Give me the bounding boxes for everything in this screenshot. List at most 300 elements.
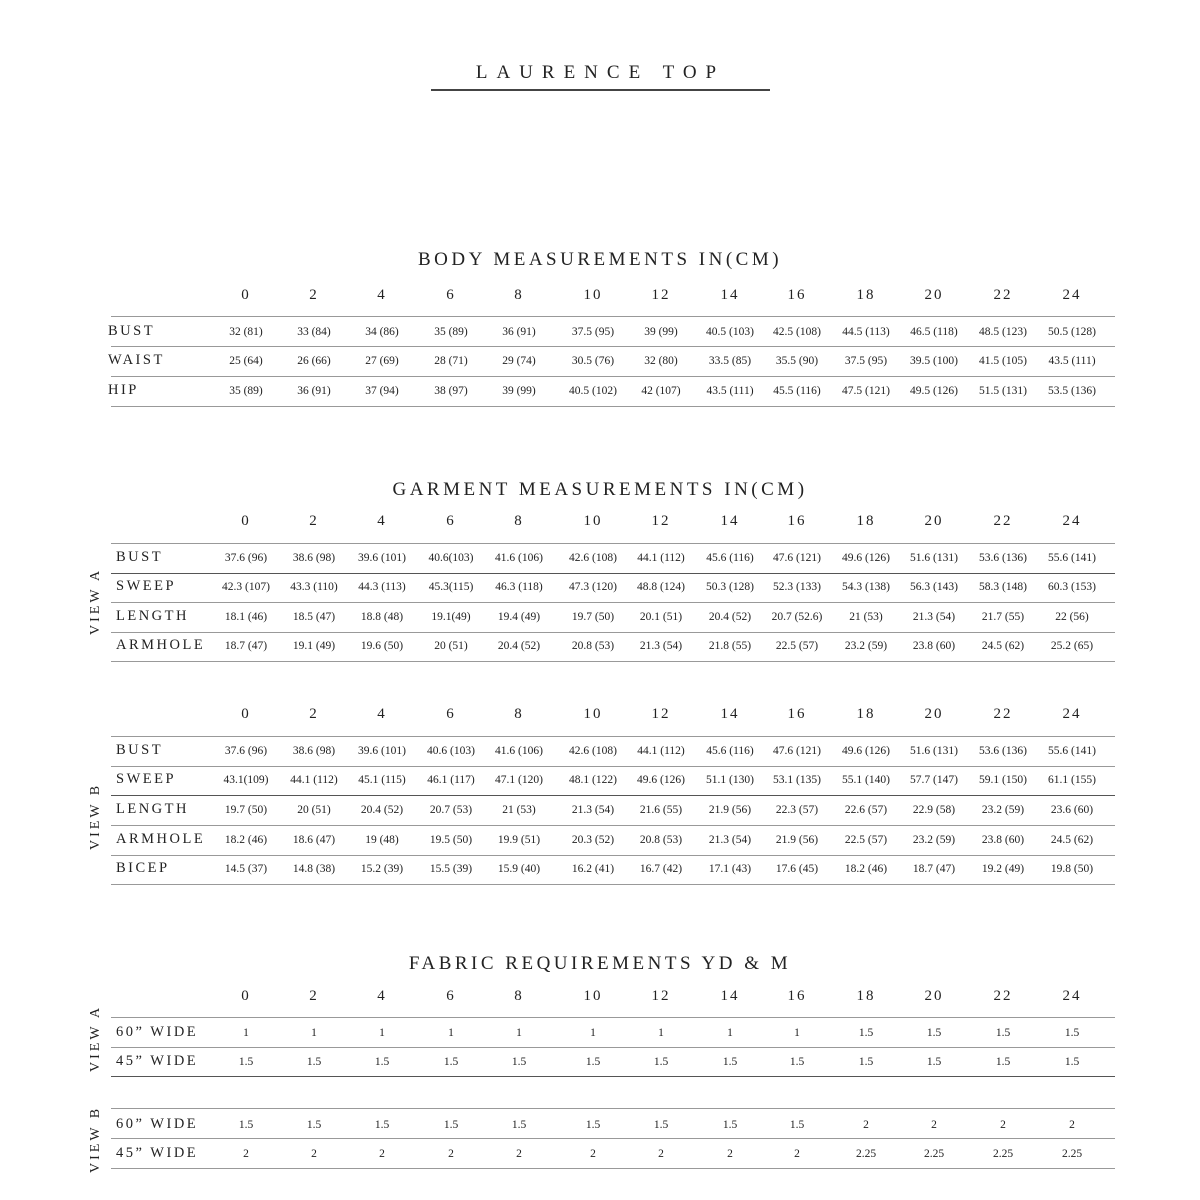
table-cell: 1.5 bbox=[511, 1119, 527, 1131]
table-cell: 42.6 (108) bbox=[569, 745, 617, 757]
table-cell: 47.3 (120) bbox=[569, 581, 617, 593]
table-cell: 37.6 (96) bbox=[224, 745, 268, 757]
row-divider bbox=[111, 543, 1115, 544]
row-divider bbox=[111, 316, 1115, 317]
table-cell: 1.5 bbox=[926, 1027, 942, 1039]
row-label: BUST bbox=[116, 742, 164, 758]
table-cell: 51.6 (131) bbox=[910, 552, 958, 564]
table-cell: 29 (74) bbox=[502, 355, 536, 367]
size-column-header: 2 bbox=[309, 988, 319, 1004]
table-cell: 20.4 (52) bbox=[497, 640, 541, 652]
table-cell: 1 bbox=[243, 1027, 249, 1039]
table-cell: 1.5 bbox=[653, 1056, 669, 1068]
table-cell: 18.7 (47) bbox=[912, 863, 956, 875]
table-cell: 2 bbox=[243, 1148, 249, 1160]
table-cell: 18.1 (46) bbox=[224, 611, 268, 623]
table-cell: 19.2 (49) bbox=[981, 863, 1025, 875]
title-underline bbox=[431, 89, 770, 91]
table-cell: 2 bbox=[590, 1148, 596, 1160]
table-cell: 18.2 (46) bbox=[844, 863, 888, 875]
row-label: WAIST bbox=[108, 352, 165, 368]
table-cell: 48.8 (124) bbox=[637, 581, 685, 593]
table-cell: 37.6 (96) bbox=[224, 552, 268, 564]
table-cell: 27 (69) bbox=[365, 355, 399, 367]
table-cell: 20.7 (53) bbox=[429, 804, 473, 816]
table-cell: 55.6 (141) bbox=[1048, 745, 1096, 757]
table-cell: 1.5 bbox=[995, 1056, 1011, 1068]
size-column-header: 22 bbox=[993, 513, 1013, 529]
table-cell: 21.3 (54) bbox=[912, 611, 956, 623]
table-cell: 41.5 (105) bbox=[979, 355, 1027, 367]
table-cell: 14.8 (38) bbox=[292, 863, 336, 875]
size-column-header: 16 bbox=[787, 988, 807, 1004]
table-cell: 44.1 (112) bbox=[637, 745, 685, 757]
table-cell: 54.3 (138) bbox=[842, 581, 890, 593]
table-cell: 1.5 bbox=[858, 1027, 874, 1039]
table-cell: 1.5 bbox=[306, 1056, 322, 1068]
table-cell: 23.8 (60) bbox=[912, 640, 956, 652]
table-cell: 30.5 (76) bbox=[571, 355, 615, 367]
table-cell: 2 bbox=[794, 1148, 800, 1160]
table-cell: 43.5 (111) bbox=[706, 385, 754, 397]
table-cell: 53.6 (136) bbox=[979, 745, 1027, 757]
garment-a-size-header bbox=[0, 513, 1200, 533]
table-cell: 45.3(115) bbox=[428, 581, 474, 593]
size-column-header: 22 bbox=[993, 287, 1013, 303]
row-label: 45” WIDE bbox=[116, 1145, 199, 1161]
table-cell: 60.3 (153) bbox=[1048, 581, 1096, 593]
size-column-header: 10 bbox=[583, 513, 603, 529]
table-cell: 51.6 (131) bbox=[910, 745, 958, 757]
row-divider bbox=[111, 736, 1115, 737]
table-cell: 32 (81) bbox=[229, 326, 263, 338]
table-cell: 42 (107) bbox=[641, 385, 681, 397]
size-column-header: 16 bbox=[787, 706, 807, 722]
table-cell: 47.6 (121) bbox=[773, 552, 821, 564]
size-column-header: 4 bbox=[377, 706, 387, 722]
table-cell: 15.9 (40) bbox=[497, 863, 541, 875]
row-divider bbox=[111, 1076, 1115, 1077]
table-cell: 22.3 (57) bbox=[775, 804, 819, 816]
size-column-header: 8 bbox=[514, 706, 524, 722]
row-label: 60” WIDE bbox=[116, 1024, 199, 1040]
row-label: LENGTH bbox=[116, 608, 189, 624]
size-column-header: 18 bbox=[856, 706, 876, 722]
size-column-header: 14 bbox=[720, 513, 740, 529]
table-cell: 2 bbox=[1000, 1119, 1006, 1131]
size-column-header: 0 bbox=[241, 513, 251, 529]
table-cell: 15.2 (39) bbox=[360, 863, 404, 875]
table-cell: 19.1(49) bbox=[431, 611, 471, 623]
table-cell: 21 (53) bbox=[849, 611, 883, 623]
table-cell: 25.2 (65) bbox=[1050, 640, 1094, 652]
table-cell: 38.6 (98) bbox=[292, 745, 336, 757]
table-cell: 19.9 (51) bbox=[497, 834, 541, 846]
table-cell: 21.3 (54) bbox=[571, 804, 615, 816]
row-label: 60” WIDE bbox=[116, 1116, 199, 1132]
table-cell: 21.6 (55) bbox=[639, 804, 683, 816]
table-cell: 21.9 (56) bbox=[775, 834, 819, 846]
table-cell: 19.7 (50) bbox=[224, 804, 268, 816]
table-cell: 2 bbox=[658, 1148, 664, 1160]
table-cell: 1 bbox=[379, 1027, 385, 1039]
size-column-header: 18 bbox=[856, 513, 876, 529]
row-label: SWEEP bbox=[116, 578, 177, 594]
table-cell: 38 (97) bbox=[434, 385, 468, 397]
size-column-header: 22 bbox=[993, 988, 1013, 1004]
table-cell: 35 (89) bbox=[434, 326, 468, 338]
table-cell: 41.6 (106) bbox=[495, 745, 543, 757]
table-cell: 55.1 (140) bbox=[842, 774, 890, 786]
size-column-header: 8 bbox=[514, 988, 524, 1004]
table-cell: 43.1(109) bbox=[223, 774, 269, 786]
table-cell: 18.2 (46) bbox=[224, 834, 268, 846]
table-cell: 22.9 (58) bbox=[912, 804, 956, 816]
size-column-header: 24 bbox=[1062, 706, 1082, 722]
size-column-header: 22 bbox=[993, 706, 1013, 722]
size-column-header: 24 bbox=[1062, 287, 1082, 303]
table-cell: 1 bbox=[658, 1027, 664, 1039]
table-cell: 20.8 (53) bbox=[639, 834, 683, 846]
size-column-header: 18 bbox=[856, 988, 876, 1004]
table-cell: 1.5 bbox=[585, 1056, 601, 1068]
table-cell: 2 bbox=[379, 1148, 385, 1160]
row-divider bbox=[111, 376, 1115, 377]
row-divider bbox=[111, 346, 1115, 347]
table-cell: 1 bbox=[448, 1027, 454, 1039]
size-column-header: 12 bbox=[651, 706, 671, 722]
table-cell: 19.6 (50) bbox=[360, 640, 404, 652]
table-cell: 53.6 (136) bbox=[979, 552, 1027, 564]
table-cell: 1 bbox=[590, 1027, 596, 1039]
table-cell: 39 (99) bbox=[644, 326, 678, 338]
table-cell: 34 (86) bbox=[365, 326, 399, 338]
table-cell: 49.6 (126) bbox=[637, 774, 685, 786]
fabric-size-header bbox=[0, 988, 1200, 1008]
size-column-header: 12 bbox=[651, 287, 671, 303]
row-label: BUST bbox=[108, 323, 156, 339]
size-column-header: 10 bbox=[583, 706, 603, 722]
table-cell: 53.5 (136) bbox=[1048, 385, 1096, 397]
table-cell: 36 (91) bbox=[297, 385, 331, 397]
table-cell: 18.5 (47) bbox=[292, 611, 336, 623]
table-cell: 22.5 (57) bbox=[775, 640, 819, 652]
table-cell: 1 bbox=[727, 1027, 733, 1039]
table-cell: 39 (99) bbox=[502, 385, 536, 397]
table-cell: 1.5 bbox=[238, 1056, 254, 1068]
size-column-header: 6 bbox=[446, 513, 456, 529]
table-cell: 56.3 (143) bbox=[910, 581, 958, 593]
table-cell: 24.5 (62) bbox=[1050, 834, 1094, 846]
table-cell: 43.5 (111) bbox=[1048, 355, 1096, 367]
row-divider bbox=[111, 884, 1115, 885]
table-cell: 21.3 (54) bbox=[708, 834, 752, 846]
table-cell: 1.5 bbox=[653, 1119, 669, 1131]
table-cell: 25 (64) bbox=[229, 355, 263, 367]
table-cell: 50.5 (128) bbox=[1048, 326, 1096, 338]
table-cell: 51.5 (131) bbox=[979, 385, 1027, 397]
row-divider bbox=[111, 1047, 1115, 1048]
row-divider bbox=[111, 661, 1115, 662]
table-cell: 45.1 (115) bbox=[358, 774, 406, 786]
row-label: SWEEP bbox=[116, 771, 177, 787]
table-cell: 23.2 (59) bbox=[844, 640, 888, 652]
table-cell: 2 bbox=[727, 1148, 733, 1160]
table-cell: 1 bbox=[794, 1027, 800, 1039]
table-cell: 1 bbox=[516, 1027, 522, 1039]
table-cell: 1.5 bbox=[443, 1056, 459, 1068]
table-cell: 42.5 (108) bbox=[773, 326, 821, 338]
table-cell: 58.3 (148) bbox=[979, 581, 1027, 593]
size-column-header: 10 bbox=[583, 287, 603, 303]
row-divider bbox=[111, 825, 1115, 826]
table-cell: 20.1 (51) bbox=[639, 611, 683, 623]
table-cell: 2 bbox=[516, 1148, 522, 1160]
size-column-header: 0 bbox=[241, 706, 251, 722]
table-cell: 17.1 (43) bbox=[708, 863, 752, 875]
table-cell: 1.5 bbox=[443, 1119, 459, 1131]
table-cell: 48.1 (122) bbox=[569, 774, 617, 786]
table-cell: 15.5 (39) bbox=[429, 863, 473, 875]
table-cell: 1.5 bbox=[995, 1027, 1011, 1039]
size-column-header: 16 bbox=[787, 287, 807, 303]
row-label: LENGTH bbox=[116, 801, 189, 817]
table-cell: 18.6 (47) bbox=[292, 834, 336, 846]
size-column-header: 4 bbox=[377, 988, 387, 1004]
table-cell: 2.25 bbox=[1061, 1148, 1083, 1160]
row-divider bbox=[111, 573, 1115, 574]
table-cell: 2 bbox=[1069, 1119, 1075, 1131]
table-cell: 21.8 (55) bbox=[708, 640, 752, 652]
table-cell: 24.5 (62) bbox=[981, 640, 1025, 652]
table-cell: 1 bbox=[311, 1027, 317, 1039]
table-cell: 39.6 (101) bbox=[358, 552, 406, 564]
size-column-header: 20 bbox=[924, 513, 944, 529]
table-cell: 16.7 (42) bbox=[639, 863, 683, 875]
size-column-header: 12 bbox=[651, 988, 671, 1004]
row-label: BICEP bbox=[116, 860, 170, 876]
table-cell: 19.4 (49) bbox=[497, 611, 541, 623]
table-cell: 2.25 bbox=[992, 1148, 1014, 1160]
table-cell: 19.8 (50) bbox=[1050, 863, 1094, 875]
table-cell: 1.5 bbox=[1064, 1027, 1080, 1039]
size-column-header: 6 bbox=[446, 706, 456, 722]
size-column-header: 8 bbox=[514, 513, 524, 529]
table-cell: 55.6 (141) bbox=[1048, 552, 1096, 564]
size-column-header: 6 bbox=[446, 287, 456, 303]
table-cell: 17.6 (45) bbox=[775, 863, 819, 875]
table-cell: 1.5 bbox=[585, 1119, 601, 1131]
size-column-header: 6 bbox=[446, 988, 456, 1004]
table-cell: 44.5 (113) bbox=[842, 326, 890, 338]
table-cell: 32 (80) bbox=[644, 355, 678, 367]
table-cell: 23.8 (60) bbox=[981, 834, 1025, 846]
table-cell: 21.9 (56) bbox=[708, 804, 752, 816]
table-cell: 16.2 (41) bbox=[571, 863, 615, 875]
table-cell: 22 (56) bbox=[1055, 611, 1089, 623]
row-divider bbox=[111, 766, 1115, 767]
table-cell: 50.3 (128) bbox=[706, 581, 754, 593]
table-cell: 2 bbox=[931, 1119, 937, 1131]
table-cell: 39.6 (101) bbox=[358, 745, 406, 757]
table-cell: 20 (51) bbox=[434, 640, 468, 652]
table-cell: 26 (66) bbox=[297, 355, 331, 367]
table-cell: 21.3 (54) bbox=[639, 640, 683, 652]
size-column-header: 24 bbox=[1062, 988, 1082, 1004]
garment-measurements-heading: GARMENT MEASUREMENTS IN(CM) bbox=[392, 479, 808, 500]
table-cell: 46.5 (118) bbox=[910, 326, 958, 338]
table-cell: 1.5 bbox=[374, 1119, 390, 1131]
table-cell: 40.5 (103) bbox=[706, 326, 754, 338]
table-cell: 2.25 bbox=[855, 1148, 877, 1160]
row-label: ARMHOLE bbox=[116, 831, 206, 847]
row-label: HIP bbox=[108, 382, 139, 398]
size-column-header: 16 bbox=[787, 513, 807, 529]
table-cell: 20.7 (52.6) bbox=[771, 611, 823, 623]
body-measurements-heading: BODY MEASUREMENTS IN(CM) bbox=[417, 249, 783, 270]
size-column-header: 2 bbox=[309, 513, 319, 529]
row-divider bbox=[111, 406, 1115, 407]
table-cell: 61.1 (155) bbox=[1048, 774, 1096, 786]
table-cell: 1.5 bbox=[1064, 1056, 1080, 1068]
table-cell: 45.5 (116) bbox=[773, 385, 821, 397]
row-divider bbox=[111, 855, 1115, 856]
view-label: VIEW A bbox=[88, 1004, 103, 1072]
size-column-header: 20 bbox=[924, 988, 944, 1004]
row-label: ARMHOLE bbox=[116, 637, 206, 653]
table-cell: 37 (94) bbox=[365, 385, 399, 397]
table-cell: 45.6 (116) bbox=[706, 745, 754, 757]
size-column-header: 14 bbox=[720, 287, 740, 303]
row-divider bbox=[111, 602, 1115, 603]
table-cell: 49.6 (126) bbox=[842, 745, 890, 757]
size-column-header: 2 bbox=[309, 287, 319, 303]
size-column-header: 12 bbox=[651, 513, 671, 529]
table-cell: 53.1 (135) bbox=[773, 774, 821, 786]
table-cell: 33 (84) bbox=[297, 326, 331, 338]
table-cell: 41.6 (106) bbox=[495, 552, 543, 564]
page-title: LAURENCE TOP bbox=[475, 62, 726, 83]
table-cell: 23.6 (60) bbox=[1050, 804, 1094, 816]
size-column-header: 14 bbox=[720, 706, 740, 722]
size-column-header: 20 bbox=[924, 287, 944, 303]
table-cell: 1.5 bbox=[858, 1056, 874, 1068]
view-label: VIEW B bbox=[88, 782, 103, 850]
table-cell: 1.5 bbox=[722, 1056, 738, 1068]
table-cell: 42.6 (108) bbox=[569, 552, 617, 564]
size-column-header: 4 bbox=[377, 287, 387, 303]
table-cell: 33.5 (85) bbox=[708, 355, 752, 367]
size-column-header: 14 bbox=[720, 988, 740, 1004]
table-cell: 46.3 (118) bbox=[495, 581, 543, 593]
table-cell: 40.6 (103) bbox=[427, 745, 475, 757]
table-cell: 21.7 (55) bbox=[981, 611, 1025, 623]
table-cell: 1.5 bbox=[722, 1119, 738, 1131]
table-cell: 43.3 (110) bbox=[290, 581, 338, 593]
row-divider bbox=[111, 1017, 1115, 1018]
table-cell: 19.7 (50) bbox=[571, 611, 615, 623]
table-cell: 1.5 bbox=[238, 1119, 254, 1131]
row-divider bbox=[111, 1138, 1115, 1139]
table-cell: 47.5 (121) bbox=[842, 385, 890, 397]
table-cell: 57.7 (147) bbox=[910, 774, 958, 786]
row-divider bbox=[111, 1168, 1115, 1169]
table-cell: 19.5 (50) bbox=[429, 834, 473, 846]
table-cell: 21 (53) bbox=[502, 804, 536, 816]
table-cell: 28 (71) bbox=[434, 355, 468, 367]
table-cell: 14.5 (37) bbox=[224, 863, 268, 875]
table-cell: 22.5 (57) bbox=[844, 834, 888, 846]
row-divider bbox=[111, 795, 1115, 796]
table-cell: 35.5 (90) bbox=[775, 355, 819, 367]
table-cell: 2 bbox=[863, 1119, 869, 1131]
size-column-header: 24 bbox=[1062, 513, 1082, 529]
table-cell: 22.6 (57) bbox=[844, 804, 888, 816]
table-cell: 46.1 (117) bbox=[427, 774, 475, 786]
table-cell: 1.5 bbox=[511, 1056, 527, 1068]
table-cell: 23.2 (59) bbox=[981, 804, 1025, 816]
table-cell: 52.3 (133) bbox=[773, 581, 821, 593]
fabric-requirements-heading: FABRIC REQUIREMENTS YD & M bbox=[408, 953, 792, 974]
size-column-header: 10 bbox=[583, 988, 603, 1004]
table-cell: 1.5 bbox=[374, 1056, 390, 1068]
table-cell: 40.5 (102) bbox=[569, 385, 617, 397]
row-label: BUST bbox=[116, 549, 164, 565]
table-cell: 48.5 (123) bbox=[979, 326, 1027, 338]
view-label: VIEW B bbox=[88, 1105, 103, 1173]
table-cell: 20.4 (52) bbox=[360, 804, 404, 816]
table-cell: 59.1 (150) bbox=[979, 774, 1027, 786]
table-cell: 40.6(103) bbox=[428, 552, 474, 564]
view-label: VIEW A bbox=[88, 567, 103, 635]
table-cell: 47.1 (120) bbox=[495, 774, 543, 786]
row-label: 45” WIDE bbox=[116, 1053, 199, 1069]
table-cell: 20.4 (52) bbox=[708, 611, 752, 623]
size-column-header: 18 bbox=[856, 287, 876, 303]
table-cell: 35 (89) bbox=[229, 385, 263, 397]
table-cell: 44.1 (112) bbox=[290, 774, 338, 786]
table-cell: 42.3 (107) bbox=[222, 581, 270, 593]
table-cell: 39.5 (100) bbox=[910, 355, 958, 367]
size-column-header: 4 bbox=[377, 513, 387, 529]
table-cell: 2 bbox=[311, 1148, 317, 1160]
garment-b-size-header bbox=[0, 706, 1200, 726]
size-column-header: 0 bbox=[241, 287, 251, 303]
table-cell: 1.5 bbox=[789, 1119, 805, 1131]
table-cell: 44.3 (113) bbox=[358, 581, 406, 593]
table-cell: 18.8 (48) bbox=[360, 611, 404, 623]
table-cell: 38.6 (98) bbox=[292, 552, 336, 564]
size-column-header: 20 bbox=[924, 706, 944, 722]
table-cell: 19 (48) bbox=[365, 834, 399, 846]
size-column-header: 8 bbox=[514, 287, 524, 303]
table-cell: 45.6 (116) bbox=[706, 552, 754, 564]
size-column-header: 2 bbox=[309, 706, 319, 722]
table-cell: 49.5 (126) bbox=[910, 385, 958, 397]
size-column-header: 0 bbox=[241, 988, 251, 1004]
table-cell: 20 (51) bbox=[297, 804, 331, 816]
table-cell: 20.3 (52) bbox=[571, 834, 615, 846]
table-cell: 47.6 (121) bbox=[773, 745, 821, 757]
table-cell: 1.5 bbox=[926, 1056, 942, 1068]
table-cell: 37.5 (95) bbox=[844, 355, 888, 367]
table-cell: 18.7 (47) bbox=[224, 640, 268, 652]
table-cell: 23.2 (59) bbox=[912, 834, 956, 846]
table-cell: 1.5 bbox=[789, 1056, 805, 1068]
table-cell: 2 bbox=[448, 1148, 454, 1160]
table-cell: 44.1 (112) bbox=[637, 552, 685, 564]
table-cell: 1.5 bbox=[306, 1119, 322, 1131]
